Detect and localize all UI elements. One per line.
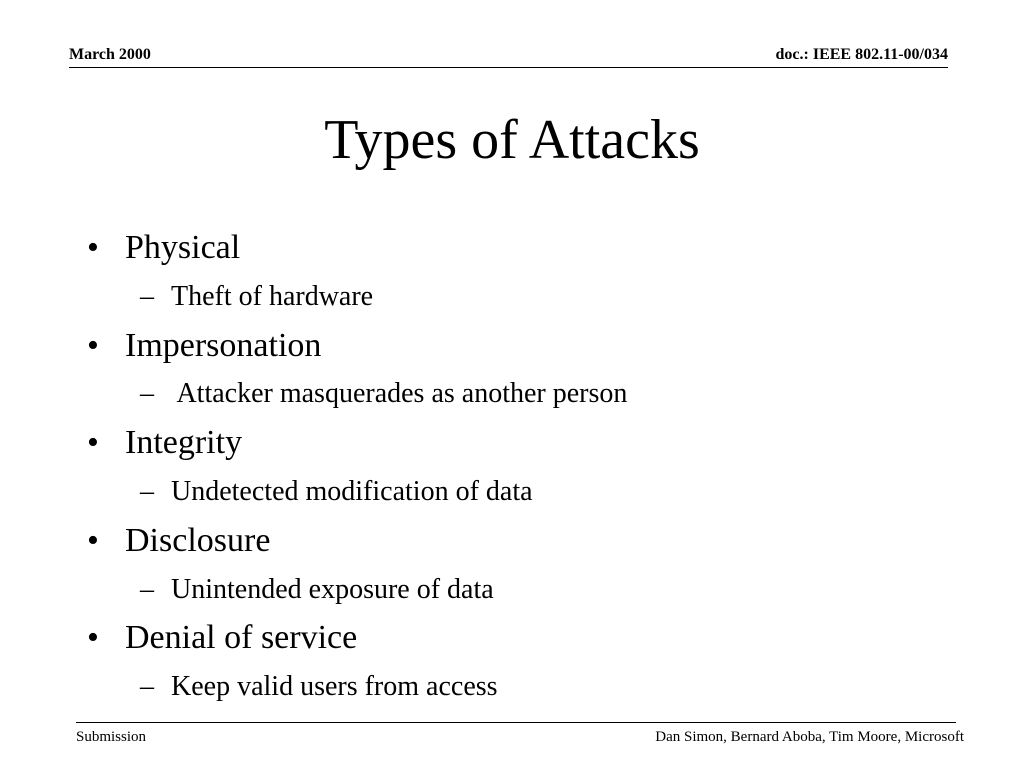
bullet-item	[87, 521, 271, 561]
sub-bullet-text: Unintended exposure of data	[171, 574, 494, 605]
footer-authors: Dan Simon, Bernard Aboba, Tim Moore, Microsoft	[655, 729, 964, 745]
sub-bullet-text: Attacker masquerades as another person	[171, 378, 628, 409]
footer-submission: Submission	[76, 729, 147, 745]
dash-marker: –	[140, 671, 154, 702]
header-date: March 2000	[69, 46, 151, 63]
bullet-item	[87, 618, 358, 658]
dash-marker: –	[140, 476, 154, 507]
bullet-text: Disclosure	[125, 522, 271, 559]
sub-bullet-item	[140, 475, 533, 509]
bullet-text: Integrity	[125, 424, 243, 461]
bullet-marker: •	[87, 424, 99, 461]
sub-bullet-text: Keep valid users from access	[171, 671, 498, 702]
bullet-item	[87, 326, 322, 366]
bullet-marker: •	[87, 522, 99, 559]
sub-bullet-item	[140, 670, 498, 704]
bullet-text: Impersonation	[125, 327, 322, 364]
dash-marker: –	[140, 281, 154, 312]
slide-title: Types of Attacks	[324, 109, 700, 171]
bullet-marker: •	[87, 619, 99, 656]
dash-marker: –	[140, 574, 154, 605]
bullet-text: Denial of service	[125, 619, 358, 656]
sub-bullet-item	[140, 573, 494, 607]
header-doc-id: doc.: IEEE 802.11-00/034	[775, 46, 948, 63]
sub-bullet-item	[140, 377, 628, 411]
bullet-marker: •	[87, 229, 99, 266]
bullet-item	[87, 228, 241, 268]
sub-bullet-item	[140, 280, 374, 314]
bullet-item	[87, 423, 243, 463]
footer-divider	[76, 722, 956, 723]
sub-bullet-text: Theft of hardware	[171, 281, 374, 312]
bullet-text: Physical	[125, 229, 241, 266]
dash-marker: –	[140, 378, 154, 409]
bullet-marker: •	[87, 327, 99, 364]
sub-bullet-text: Undetected modification of data	[171, 476, 533, 507]
